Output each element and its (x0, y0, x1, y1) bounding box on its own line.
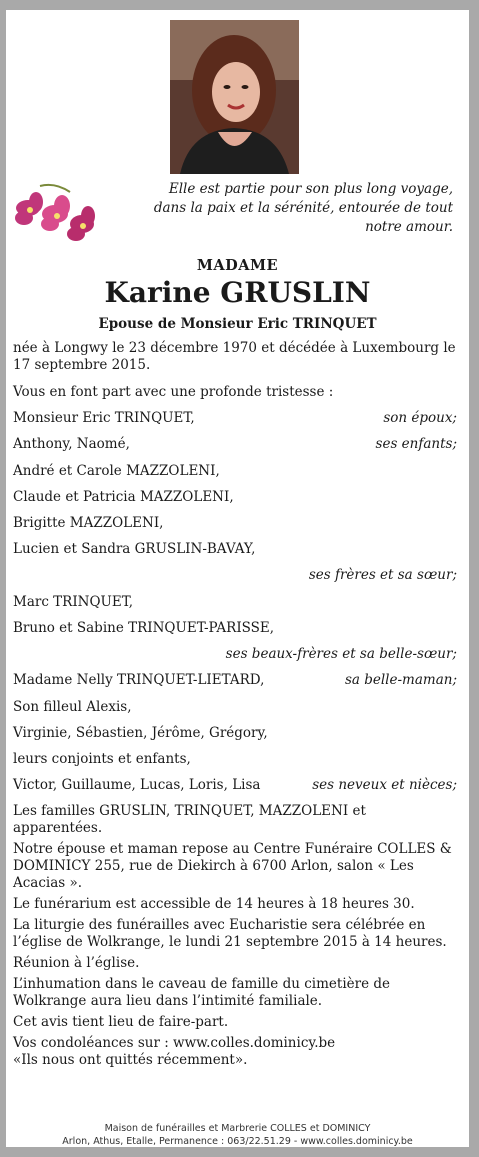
obituary-notice (6, 10, 469, 1147)
rest-text: Notre épouse et maman repose au Centre Funéraire COLLES & DOMINICY 255, rue de Diekirch à 6700 Arlon, salon « Les Acacias ». (13, 841, 452, 891)
nephews-last-row (13, 777, 457, 794)
nephews-relation: ses neveux et nièces; (312, 777, 457, 793)
spouse-line: Epouse de Monsieur Eric TRINQUET (98, 316, 377, 332)
condolences-text: Vos condoléances sur : www.colles.dominicy.be (13, 1035, 336, 1051)
in-law-line: Bruno et Sabine TRINQUET-PARISSE, (13, 620, 275, 636)
quote-line: notre amour. (365, 219, 453, 235)
epitaph-quote (133, 180, 453, 237)
notice-body (13, 340, 457, 1069)
siblings-relation: ses frères et sa sœur; (308, 567, 457, 583)
mother-in-law-relation: sa belle-maman; (344, 672, 457, 688)
godson-line: Son filleul Alexis, (13, 699, 132, 715)
sibling-line: Brigitte MAZZOLENI, (13, 515, 164, 531)
family-name: Anthony, Naomé, (13, 436, 130, 452)
family-row (13, 436, 457, 453)
liturgy-text: La liturgie des funérailles avec Eucharistie sera célébrée en l’église de Wolkrange, le lundi 21 septembre 2015 à 14 heures. (13, 917, 447, 950)
funeral-home-footer (6, 1122, 469, 1148)
in-law-line: Marc TRINQUET, (13, 594, 134, 610)
mother-in-law-row (13, 672, 457, 689)
sibling-line: Claude et Patricia MAZZOLENI, (13, 489, 234, 505)
footer-line: Arlon, Athus, Etalle, Permanence : 063/22.51.29 - www.colles.dominicy.be (62, 1136, 413, 1147)
portrait-photo (170, 20, 299, 174)
intro-text: Vous en font part avec une profonde tristesse : (13, 384, 334, 400)
deceased-name: Karine GRUSLIN (104, 276, 371, 309)
family-name: Monsieur Eric TRINQUET, (13, 410, 195, 426)
in-laws-relation: ses beaux-frères et sa belle-sœur; (225, 646, 457, 662)
quote-line: dans la paix et la sérénité, entourée de tout (153, 200, 453, 216)
hours-text: Le funérarium est accessible de 14 heures à 18 heures 30. (13, 896, 415, 912)
sibling-line: Lucien et Sandra GRUSLIN-BAVAY, (13, 541, 256, 557)
nephews-line: leurs conjoints et enfants, (13, 751, 191, 767)
nephews-line: Virginie, Sébastien, Jérôme, Grégory, (13, 725, 268, 741)
notice-text: Cet avis tient lieu de faire-part. (13, 1014, 229, 1030)
family-relation: son époux; (383, 410, 457, 426)
nephews-names: Victor, Guillaume, Lucas, Loris, Lisa (13, 777, 261, 793)
title-madame: MADAME (196, 257, 279, 274)
sibling-line: André et Carole MAZZOLENI, (13, 463, 220, 479)
quote-line: Elle est partie pour son plus long voyage, (168, 181, 453, 197)
family-relation: ses enfants; (375, 436, 457, 452)
song-text: «Ils nous ont quittés récemment». (13, 1052, 248, 1068)
birth-death-text: née à Longwy le 23 décembre 1970 et décédée à Luxembourg le 17 septembre 2015. (13, 340, 456, 373)
meeting-text: Réunion à l’église. (13, 955, 140, 971)
footer-line: Maison de funérailles et Marbrerie COLLES et DOMINICY (104, 1123, 371, 1134)
mother-in-law-name: Madame Nelly TRINQUET-LIETARD, (13, 672, 265, 688)
orchid-icon (10, 178, 102, 248)
families-text: Les familles GRUSLIN, TRINQUET, MAZZOLENI et apparentées. (13, 803, 366, 836)
burial-text: L’inhumation dans le caveau de famille du cimetière de Wolkrange aura lieu dans l’intimité familiale. (13, 976, 390, 1009)
family-row (13, 410, 457, 427)
